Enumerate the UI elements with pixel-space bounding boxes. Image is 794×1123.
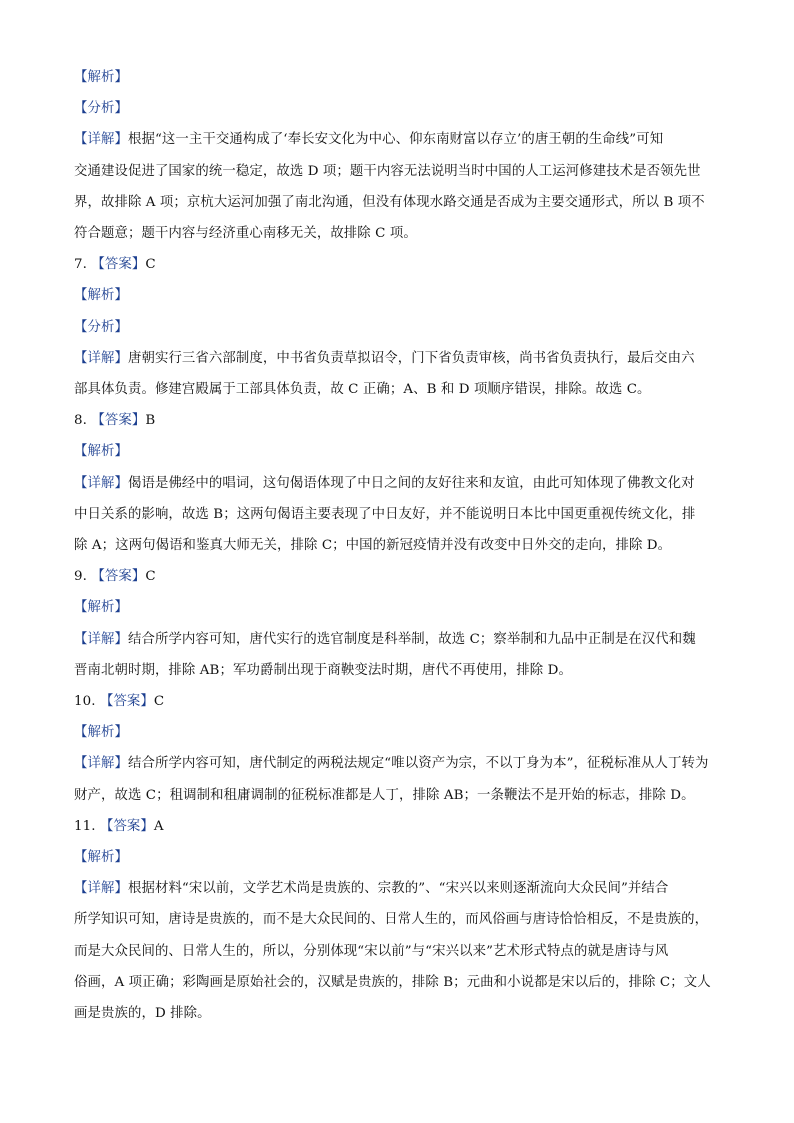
- section-tag: 【分析】: [74, 319, 128, 335]
- text-line: [74, 436, 724, 467]
- line-text: 而是大众民间的、日常人生的，所以，分别体现“宋以前”与“宋兴以来”艺术形式特点的就是唐诗与风: [74, 943, 669, 959]
- answer-key-page: [74, 62, 724, 1029]
- question-number: 11.: [74, 818, 100, 834]
- text-line: [74, 156, 724, 187]
- text-line: [74, 312, 724, 343]
- line-text: 符合题意；题干内容与经济重心南移无关，故排除 C 项。: [74, 226, 417, 242]
- section-tag: 【解析】: [74, 70, 128, 85]
- text-line: [74, 405, 724, 436]
- text-line: [74, 748, 724, 779]
- line-text: 唐朝实行三省六部制度，中书省负责草拟诏令，门下省负责审核，尚书省负责执行，最后交由六: [127, 350, 695, 366]
- line-text: 结合所学内容可知，唐代制定的两税法规定“唯以资产为宗，不以丁身为本”，征税标准从人丁转为: [127, 756, 709, 772]
- text-line: [74, 592, 724, 623]
- section-tag: 【答案】: [91, 257, 146, 273]
- section-tag: 【分析】: [74, 101, 128, 117]
- section-tag: 【答案】: [91, 569, 146, 585]
- text-line: [74, 936, 724, 967]
- text-line: [74, 249, 724, 280]
- line-text: C: [153, 694, 165, 710]
- line-text: 晋南北朝时期，排除 AB；军功爵制出现于商鞅变法时期，唐代不再使用，排除 D。: [74, 662, 572, 678]
- line-text: A: [153, 818, 164, 834]
- text-line: [74, 873, 724, 904]
- text-line: [74, 93, 724, 124]
- line-text: 部具体负责。修建宫殿属于工部具体负责，故 C 正确；A、B 和 D 项顺序错误，排除。故选 C。: [74, 382, 651, 398]
- text-line: [74, 998, 724, 1029]
- line-text: 俗画，A 项正确；彩陶画是原始社会的，汉赋是贵族的，排除 B；元曲和小说都是宋以后的，排除 C；文人: [74, 974, 711, 990]
- line-text: 除 A；这两句偈语和鉴真大师无关，排除 C；中国的新冠疫情并没有改变中日外交的走向，排除 D。: [74, 538, 672, 554]
- section-tag: 【详解】: [74, 475, 128, 491]
- section-tag: 【详解】: [74, 350, 128, 366]
- section-tag: 【详解】: [74, 756, 128, 772]
- question-number: 9.: [74, 569, 92, 585]
- question-number: 8.: [74, 413, 92, 429]
- section-tag: 【详解】: [74, 631, 128, 647]
- text-line: [74, 218, 724, 249]
- line-text: 画是贵族的，D 排除。: [74, 1006, 211, 1022]
- line-text: 结合所学内容可知，唐代实行的选官制度是科举制，故选 C；察举制和九品中正制是在汉代和魏: [127, 631, 696, 647]
- section-tag: 【解析】: [74, 288, 128, 304]
- line-text: C: [145, 569, 156, 585]
- text-line: [74, 842, 724, 873]
- line-text: 中日关系的影响，故选 B；这两句偈语主要表现了中日友好，并不能说明日本比中国更重视传统文化，排: [74, 506, 696, 522]
- section-tag: 【解析】: [74, 600, 128, 616]
- line-text: 财产，故选 C；租调制和租庸调制的征税标准都是人丁，排除 AB；一条鞭法不是开始的标志，排除 D。: [74, 787, 695, 803]
- line-text: 交通建设促进了国家的统一稳定，故选 D 项；题干内容无法说明当时中国的人工运河修建技术是否领先世: [74, 163, 701, 179]
- line-text: 所学知识可知，唐诗是贵族的，而不是大众民间的、日常人生的，而风俗画与唐诗恰恰相反，不是贵族的，: [74, 912, 709, 928]
- text-line: [74, 811, 724, 842]
- text-line: [74, 904, 724, 935]
- line-text: 根据“这一主干交通构成了‘奉长安文化为中心、仰东南财富以存立’的唐王朝的生命线”可知: [127, 132, 664, 148]
- question-number: 7.: [74, 257, 92, 273]
- line-text: 偈语是佛经中的唱词，这句偈语体现了中日之间的友好往来和友谊，由此可知体现了佛教文化对: [127, 475, 695, 491]
- section-tag: 【答案】: [99, 818, 154, 834]
- line-text: 界，故排除 A 项；京杭大运河加强了南北沟通，但没有体现水路交通是否成为主要交通形式，所以 B 项不: [74, 194, 705, 210]
- section-tag: 【详解】: [74, 132, 128, 148]
- section-tag: 【答案】: [91, 413, 146, 429]
- text-line: [74, 124, 724, 155]
- section-tag: 【解析】: [74, 444, 128, 460]
- line-text: 根据材料“宋以前，文学艺术尚是贵族的、宗教的”、“宋兴以来则逐渐流向大众民间”并结合: [127, 881, 669, 897]
- text-line: [74, 62, 724, 93]
- text-line: [74, 655, 724, 686]
- text-line: [74, 967, 724, 998]
- section-tag: 【详解】: [74, 881, 128, 897]
- line-text: B: [145, 413, 156, 429]
- text-line: [74, 343, 724, 374]
- text-line: [74, 717, 724, 748]
- text-line: [74, 530, 724, 561]
- text-line: [74, 468, 724, 499]
- text-line: [74, 624, 724, 655]
- text-line: [74, 686, 724, 717]
- line-text: C: [145, 257, 156, 273]
- text-line: [74, 374, 724, 405]
- text-line: [74, 780, 724, 811]
- text-line: [74, 280, 724, 311]
- text-line: [74, 187, 724, 218]
- text-line: [74, 499, 724, 530]
- question-number: 10.: [74, 694, 100, 710]
- section-tag: 【解析】: [74, 725, 128, 741]
- section-tag: 【答案】: [99, 694, 154, 710]
- section-tag: 【解析】: [74, 850, 128, 866]
- text-line: [74, 561, 724, 592]
